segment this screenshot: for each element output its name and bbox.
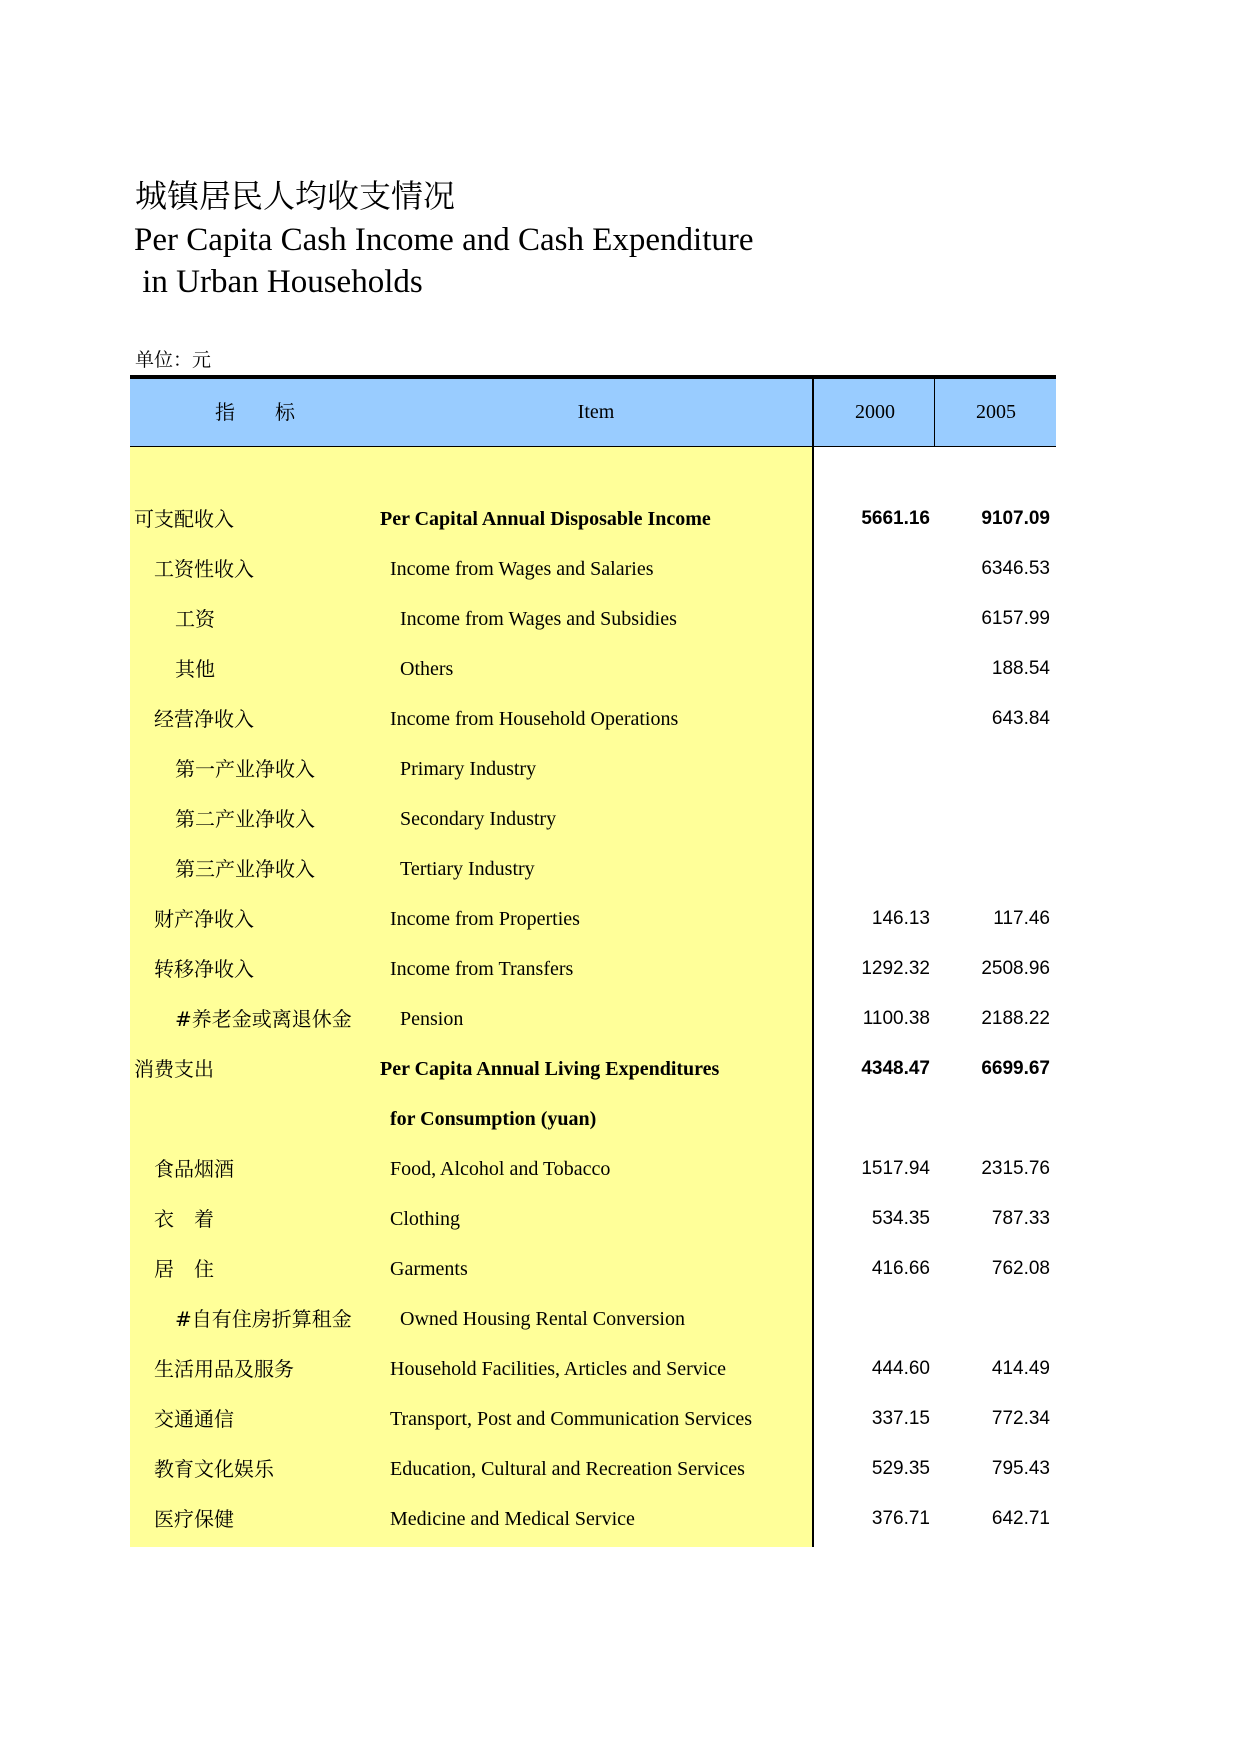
table-row xyxy=(130,754,1056,784)
row-label-cn: 可支配收入 xyxy=(134,507,234,531)
row-label-en: Income from Wages and Subsidies xyxy=(400,608,677,630)
table-row xyxy=(130,1454,1056,1484)
row-label-en: Clothing xyxy=(390,1208,461,1230)
value-2000: 5661.16 xyxy=(861,508,930,529)
row-label-en: Food, Alcohol and Tobacco xyxy=(390,1158,611,1180)
table-row xyxy=(130,1104,1056,1134)
value-2005: 6346.53 xyxy=(981,558,1050,579)
value-2005: 643.84 xyxy=(991,708,1050,729)
row-label-en: Owned Housing Rental Conversion xyxy=(400,1308,685,1330)
unit-label: 单位：元 xyxy=(135,349,212,371)
table-row xyxy=(130,1204,1056,1234)
row-label-cn: 消费支出 xyxy=(134,1057,214,1081)
row-label-en: Secondary Industry xyxy=(400,808,557,830)
row-label-cn: 工资 xyxy=(175,607,215,631)
header-item: Item xyxy=(577,401,615,423)
table-row xyxy=(130,704,1056,734)
value-2000: 529.35 xyxy=(871,1458,930,1479)
value-2000: 1517.94 xyxy=(861,1158,930,1179)
row-label-en: Education, Cultural and Recreation Services xyxy=(390,1458,745,1480)
row-label-cn: 交通通信 xyxy=(154,1407,234,1431)
row-label-cn: 其他 xyxy=(175,657,215,681)
table-row xyxy=(130,604,1056,634)
row-label-en: Income from Household Operations xyxy=(390,708,679,730)
page-title-cn: 城镇居民人均收支情况 xyxy=(135,177,456,215)
row-label-en: Tertiary Industry xyxy=(400,858,535,880)
table-row xyxy=(130,954,1056,984)
table-row xyxy=(130,554,1056,584)
table-row xyxy=(130,854,1056,884)
value-2005: 2188.22 xyxy=(981,1008,1050,1029)
row-label-en: Others xyxy=(400,658,454,680)
row-label-cn: 医疗保健 xyxy=(154,1507,234,1531)
value-2005: 795.43 xyxy=(991,1458,1050,1479)
row-label-en: Per Capital Annual Disposable Income xyxy=(380,508,711,530)
value-2000: 146.13 xyxy=(871,908,930,929)
row-label-cn: 财产净收入 xyxy=(154,907,254,931)
value-2005: 414.49 xyxy=(991,1358,1050,1379)
value-2000: 416.66 xyxy=(871,1258,930,1279)
header-indicator-cn: 指 标 xyxy=(215,400,295,424)
value-2005: 772.34 xyxy=(991,1408,1050,1429)
value-2000: 444.60 xyxy=(871,1358,930,1379)
value-2005: 6157.99 xyxy=(981,608,1050,629)
row-label-en: Per Capita Annual Living Expenditures xyxy=(380,1058,720,1080)
row-label-en: Income from Wages and Salaries xyxy=(390,558,654,580)
row-label-cn: 衣 着 xyxy=(154,1207,214,1231)
table-row xyxy=(130,804,1056,834)
table-row xyxy=(130,1404,1056,1434)
row-label-cn: 经营净收入 xyxy=(154,707,254,731)
table-row xyxy=(130,1504,1056,1534)
row-label-en: for Consumption (yuan) xyxy=(390,1108,597,1130)
row-label-cn: 第一产业净收入 xyxy=(175,757,315,781)
table-row xyxy=(130,1154,1056,1184)
table-row xyxy=(130,904,1056,934)
value-2005: 117.46 xyxy=(993,908,1050,929)
value-2005: 762.08 xyxy=(991,1258,1050,1279)
table-row xyxy=(130,1054,1056,1084)
row-label-cn: 第二产业净收入 xyxy=(175,807,315,831)
row-label-en: Medicine and Medical Service xyxy=(390,1508,635,1530)
table-header xyxy=(130,379,1056,447)
value-2000: 337.15 xyxy=(871,1408,930,1429)
value-2005: 2508.96 xyxy=(981,958,1050,979)
value-2000: 1100.38 xyxy=(862,1008,930,1029)
row-label-cn: 转移净收入 xyxy=(154,957,254,981)
table-row xyxy=(130,1004,1056,1034)
value-2000: 534.35 xyxy=(871,1208,930,1229)
table-row xyxy=(130,1304,1056,1334)
row-label-en: Pension xyxy=(400,1008,464,1030)
page-title-en-line2: in Urban Households xyxy=(134,264,423,300)
row-label-en: Income from Transfers xyxy=(390,958,574,980)
value-2005: 9107.09 xyxy=(981,508,1050,529)
value-2000: 376.71 xyxy=(871,1508,930,1529)
row-label-cn: 工资性收入 xyxy=(154,557,254,581)
table-row xyxy=(130,1354,1056,1384)
row-label-cn: 居 住 xyxy=(154,1257,214,1281)
header-year-2005: 2005 xyxy=(934,379,1057,446)
table-row xyxy=(130,654,1056,684)
value-2005: 642.71 xyxy=(991,1508,1050,1529)
row-label-en: Garments xyxy=(390,1258,468,1280)
table-row xyxy=(130,504,1056,534)
row-label-cn: 第三产业净收入 xyxy=(175,857,315,881)
row-label-cn: 食品烟酒 xyxy=(154,1157,234,1181)
row-label-cn: 教育文化娱乐 xyxy=(154,1457,274,1481)
header-year-2000: 2000 xyxy=(812,379,936,446)
value-2005: 2315.76 xyxy=(981,1158,1050,1179)
row-label-cn: #自有住房折算租金 xyxy=(175,1307,352,1331)
row-label-en: Income from Properties xyxy=(390,908,580,930)
page-title-en-line1: Per Capita Cash Income and Cash Expenditure xyxy=(134,222,754,258)
value-2000: 1292.32 xyxy=(861,958,930,979)
value-2005: 188.54 xyxy=(991,658,1050,679)
row-label-cn: #养老金或离退休金 xyxy=(175,1007,352,1031)
row-label-en: Primary Industry xyxy=(400,758,537,780)
row-label-cn: 生活用品及服务 xyxy=(154,1357,294,1381)
value-2005: 6699.67 xyxy=(981,1058,1050,1079)
row-label-en: Transport, Post and Communication Services xyxy=(390,1408,753,1430)
value-2005: 787.33 xyxy=(991,1208,1050,1229)
row-label-en: Household Facilities, Articles and Service xyxy=(390,1358,727,1380)
table-row xyxy=(130,1254,1056,1284)
value-2000: 4348.47 xyxy=(861,1058,930,1079)
